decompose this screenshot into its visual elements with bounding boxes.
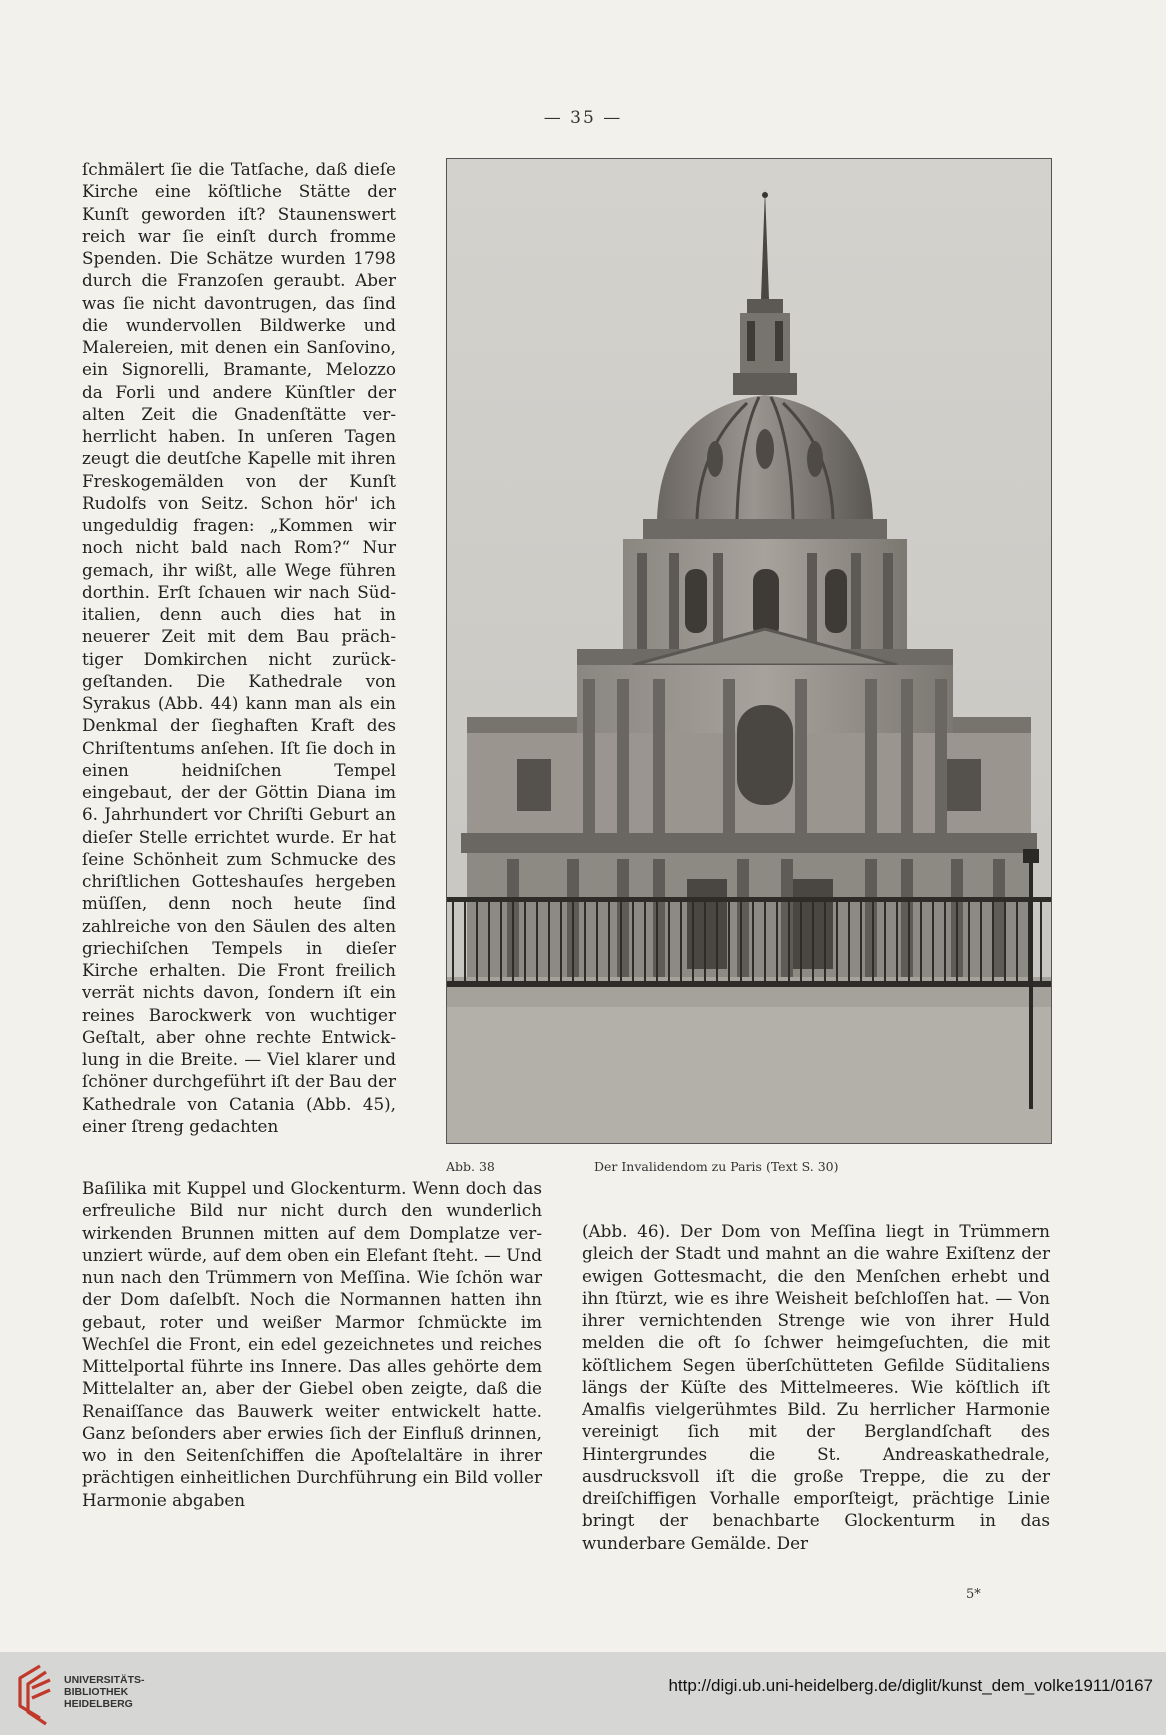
paragraph-left-column: ſchmälert ſie die Tatſache, daß dieſe Kirche eine köſtliche Stätte der Kunſt geworden iſt? Staunenswert reich war ſie einſt durch fromme Spenden. Die Schätze wurden 1798 durch die Franzoſen geraubt. Aber was ſie nicht davontrugen, das ſind die wundervollen Bildwerke und Malereien, mit denen ein Sanſovino, ein Signorelli, Bramante, Melozzo da Forli und andere Künſtler der alten Zeit die Gnadenſtätte verherrlicht haben. In unſeren Tagen zeugt die deutſche Kapelle mit ihren Freskogemälden von der Kunſt Rudolfs von Seitz. Schon hör' ich ungeduldig fragen: „Kommen wir noch nicht bald nach Rom?“ Nur gemach, ihr wißt, alle Wege führen dorthin. Erſt ſchauen wir nach Süditalien, denn auch dies hat in neuerer Zeit mit dem Bau prächtiger Domkirchen nicht zurückgeſtanden. Die Kathedrale von Syrakus (Abb. 44) kann man als ein Denkmal der ſieghaften Kraft des Chriſtentums anſehen. Iſt ſie doch in einen heidniſchen Tempel eingebaut, der der Göttin Diana im 6. Jahrhundert vor Chriſti Geburt an dieſer Stelle errichtet wurde. Er hat ſeine Schönheit zum Schmucke des chriſtlichen Gotteshauſes hergeben müſſen, denn noch heute ſind zahlreiche von den Säulen des alten griechiſchen Tempels in dieſer Kirche erhalten. Die Front freilich verrät nichts davon, ſondern iſt ein reines Barockwerk von wuchtiger Geſtalt, aber ohne rechte Entwicklung in die Breite. — Viel klarer und ſchöner durchgeführt iſt der Bau der Kathedrale von Catania (Abb. 45), einer ſtreng gedachten — [82, 159, 396, 1136]
left-column-text — [82, 158, 396, 1137]
library-name-line: BIBLIOTHEK — [64, 1686, 129, 1698]
source-url-link[interactable]: http://digi.ub.uni-heidelberg.de/diglit/kunst_dem_volke1911/0167 — [668, 1676, 1153, 1695]
library-name-line: HEIDELBERG — [64, 1698, 133, 1710]
library-name — [64, 1674, 145, 1710]
bottom-right-column-text — [582, 1220, 1050, 1554]
figure-photo — [446, 158, 1052, 1144]
library-logo-icon — [12, 1662, 58, 1726]
library-footer-bar — [0, 1652, 1166, 1735]
page-number: — 35 — — [543, 108, 623, 128]
library-name-line: UNIVERSITÄTS- — [64, 1674, 145, 1686]
figure-label: Abb. 38 — [446, 1159, 495, 1174]
invalides-dome-illustration — [447, 159, 1051, 1143]
printer-signature: 5* — [966, 1587, 981, 1602]
paragraph-bottom-right: (Abb. 46). Der Dom von Meſſina liegt in Trümmern gleich der Stadt und mahnt an die wahre Exiſtenz der ewigen Gottesmacht, die den Menſchen erhebt und ihn ſtürzt, wie es ihre Weisheit beſchloſſen hat. — Von ihrer vernichtenden Strenge wie von ihrer Huld melden die oft ſo ſchwer heimgeſuchten, die mit köſtlichem Segen überſchütteten Gefilde Süditaliens längs der Küſte des Mittelmeeres. Wie köſtlich iſt Amalfis vielgerühmtes Bild. Zu herrlicher Harmonie vereinigt ſich mit der Berglandſchaft des Hintergrundes die St. Andreaskathedrale, ausdrucksvoll iſt die große Treppe, die zu der dreiſchiffigen Vorhalle emporſteigt, prächtige Linie bringt der benachbarte Glockenturm in das wunderbare Gemälde. Der — [582, 1221, 1050, 1553]
bottom-left-column-text — [82, 1177, 542, 1511]
paragraph-bottom-left: Baſilika mit Kuppel und Glockenturm. Wenn doch das erfreuliche Bild nur nicht durch den wunderlich wirkenden Brunnen mitten auf dem Domplatze verunziert würde, auf dem oben ein Elefant ſteht. — Und nun nach den Trümmern von Meſſina. Wie ſchön war der Dom daſelbſt. Noch die Normannen hatten ihn gebaut, roter und weißer Marmor ſchmückte im Wechſel die Front, ein edel gezeichnetes und reiches Mittelportal führte ins Innere. Das alles gehörte dem Mittelalter an, aber der Giebel oben zeigte, daß die Renaiſſance das Bauwerk weiter entwickelt hatte. Ganz beſonders aber erwies ſich der Einfluß drinnen, wo in den Seitenſchiffen die Apoſtelaltäre in ihrer prächtigen einheitlichen Durchführung ein Bild voller Harmonie abgaben — [82, 1178, 542, 1510]
figure-caption-text: Der Invalidendom zu Paris (Text S. 30) — [594, 1159, 839, 1174]
